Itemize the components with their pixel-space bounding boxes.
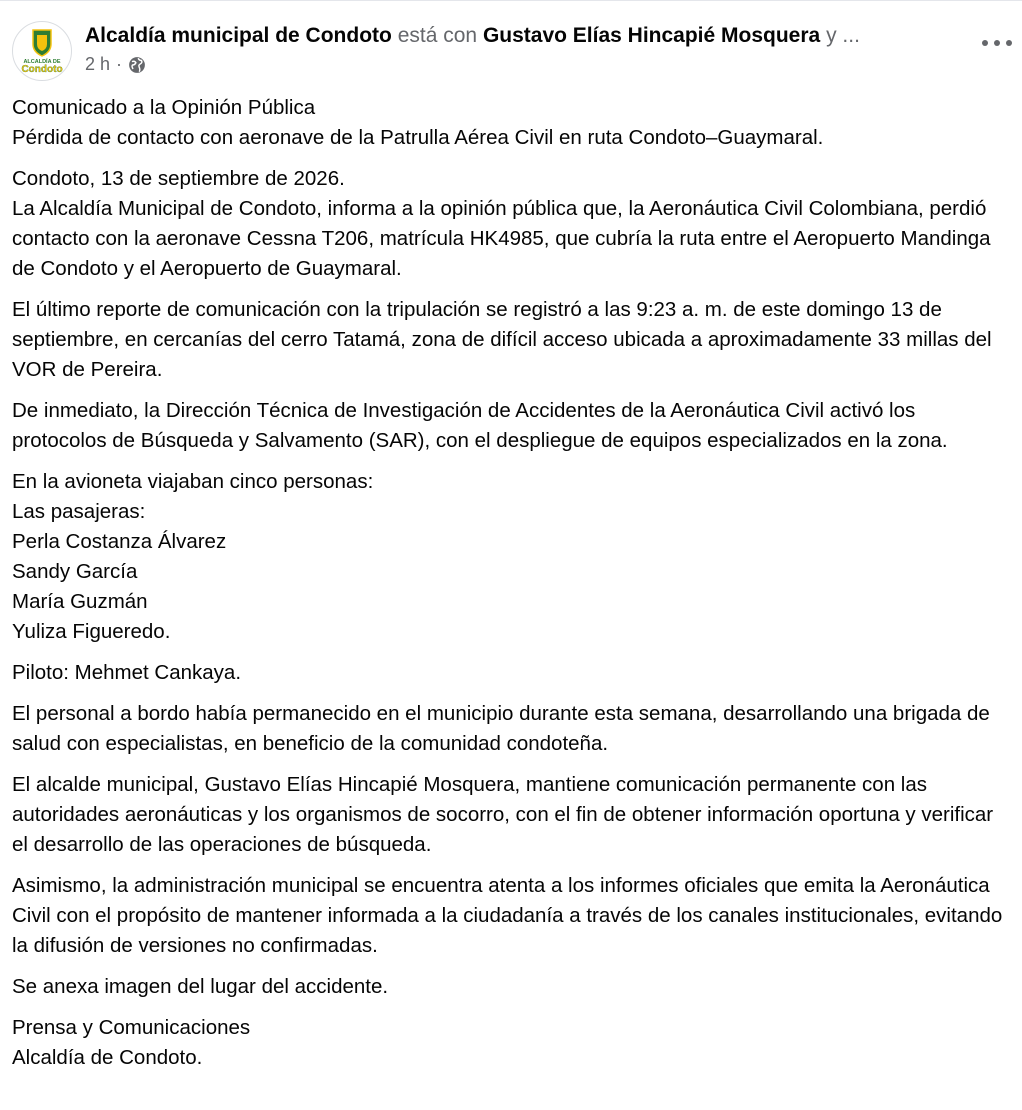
post-paragraph (12, 164, 1014, 284)
post-paragraph (12, 871, 1014, 961)
post-paragraph (12, 699, 1014, 759)
tagged-person[interactable]: Gustavo Elías Hincapié Mosquera (482, 24, 821, 47)
post-line: El alcalde municipal, Gustavo Elías Hincapié Mosquera, mantiene comunicación permanente con las autoridades aeronáuticas y los organismos de socorro, con el fin de obtener información oportuna y verificar el desarrollo de las operaciones de búsqueda. (12, 773, 994, 856)
post-line: El personal a bordo había permanecido en el municipio durante esta semana, desarrollando una brigada de salud con especialistas, en beneficio de la comunidad condoteña. (12, 702, 990, 755)
alcaldia-logo-icon (13, 22, 71, 80)
post-paragraph (12, 1013, 1014, 1073)
post-paragraph (12, 295, 1014, 385)
post-line: Alcaldía de Condoto. (12, 1046, 203, 1069)
post-line: La Alcaldía Municipal de Condoto, informa a la opinión pública que, la Aeronáutica Civil Colombiana, perdió contacto con la aeronave Cessna T206, matrícula HK4985, que cubría la ruta entre el Aeropuerto Mandinga de Condoto y el Aeropuerto de Guaymaral. (12, 197, 991, 280)
post-line: Perla Costanza Álvarez (12, 530, 227, 553)
post-paragraph (12, 972, 1014, 1002)
tagged-suffix[interactable]: y ... (826, 24, 860, 47)
post-header (12, 19, 1022, 81)
post-line: De inmediato, la Dirección Técnica de Investigación de Accidentes de la Aeronáutica Civil activó los protocolos de Búsqueda y Salvamento (SAR), con el despliegue de equipos especializados en la zona. (12, 399, 948, 452)
post-line: Prensa y Comunicaciones (12, 1016, 251, 1039)
dot (994, 40, 1000, 46)
svg-text:ALCALDÍA DE: ALCALDÍA DE (23, 59, 61, 65)
post-line: Condoto, 13 de septiembre de 2026. (12, 167, 345, 190)
post-body (12, 93, 1014, 1084)
post-line: María Guzmán (12, 590, 148, 613)
more-options-icon[interactable] (982, 37, 1012, 49)
post-line: Las pasajeras: (12, 500, 146, 523)
post-paragraph (12, 770, 1014, 860)
post-line: Pérdida de contacto con aeronave de la Patrulla Aérea Civil en ruta Condoto–Guaymaral. (12, 126, 824, 149)
with-word: está con (397, 24, 478, 47)
post-paragraph (12, 658, 1014, 688)
post-line: Sandy García (12, 560, 138, 583)
post-paragraph (12, 396, 1014, 456)
svg-text:Condoto: Condoto (21, 64, 63, 75)
post-meta (85, 54, 146, 75)
post-line: Se anexa imagen del lugar del accidente. (12, 975, 389, 998)
post-line: El último reporte de comunicación con la tripulación se registró a las 9:23 a. m. de este domingo 13 de septiembre, en cercanías del cerro Tatamá, zona de difícil acceso ubicada a aproximadamente 33 millas del VOR de Pereira. (12, 298, 992, 381)
post-paragraph (12, 467, 1014, 647)
page-avatar[interactable] (12, 21, 72, 81)
dot (982, 40, 988, 46)
post-line: En la avioneta viajaban cinco personas: (12, 470, 374, 493)
post-line: Piloto: Mehmet Cankaya. (12, 661, 242, 684)
globe-icon[interactable] (128, 56, 146, 74)
author-name[interactable]: Alcaldía municipal de Condoto (85, 24, 392, 47)
post-paragraph (12, 93, 1014, 153)
dot (1006, 40, 1012, 46)
post-time[interactable]: 2 h (85, 54, 111, 74)
meta-separator: · (116, 54, 123, 74)
post-line: Asimismo, la administración municipal se encuentra atenta a los informes oficiales que emita la Aeronáutica Civil con el propósito de mantener informada a la ciudadanía a través de los canales institucionales, evitando la difusión de versiones no confirmadas. (12, 874, 1003, 957)
author-line (85, 23, 860, 49)
post-line: Comunicado a la Opinión Pública (12, 96, 316, 119)
post-line: Yuliza Figueredo. (12, 620, 171, 643)
